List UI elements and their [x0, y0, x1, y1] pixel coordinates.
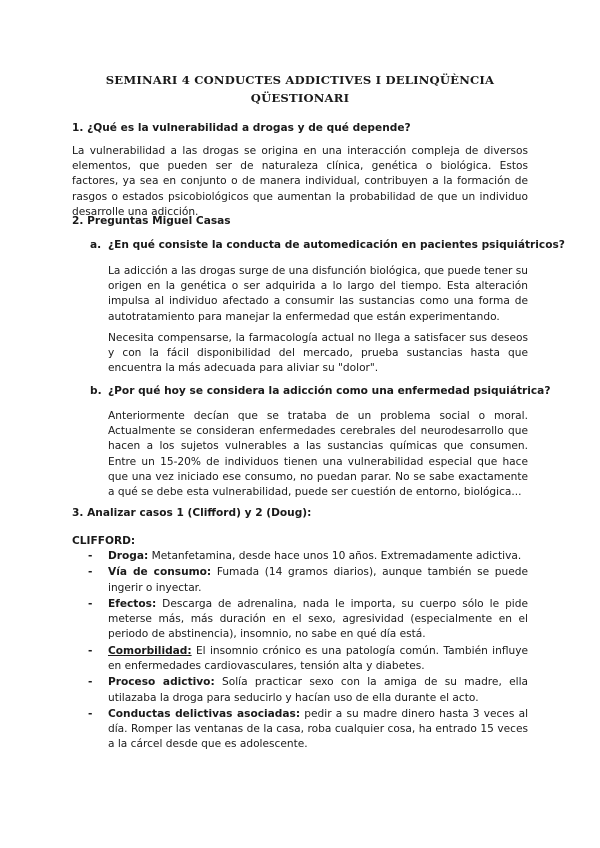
- document-title: [60, 72, 540, 107]
- bullet-dash: -: [88, 550, 93, 562]
- section-1-heading: 1. ¿Qué es la vulnerabilidad a drogas y de qué depende?: [72, 122, 411, 134]
- section-3-heading: 3. Analizar casos 1 (Clifford) y 2 (Doug):: [72, 507, 312, 519]
- title-line-1: SEMINARI 4 CONDUCTES ADDICTIVES I DELINQÜÈNCIA: [105, 73, 495, 87]
- item-label: Comorbilidad:: [108, 644, 192, 657]
- question-a-paragraph-1: La adicción a las drogas surge de una disfunción biológica, que puede tener su origen en la genética o ser adquirida a lo largo del tiempo. Esta alteración impulsa al individuo afectado a consumir las sustancias como una forma de autotratamiento para manejar la enfermedad que están experimentando.: [108, 265, 528, 323]
- question-b-heading: ¿Por qué hoy se considera la adicción como una enfermedad psiquiátrica?: [108, 385, 551, 397]
- bullet-dash: -: [88, 566, 93, 579]
- list-item: [88, 565, 528, 595]
- item-text: Descarga de adrenalina, nada le importa, su cuerpo sólo le pide meterse más, más duración en el sexo, agresividad (especialmente en el periodo de abstinencia), insomnio, no sabe en qué día está.: [108, 597, 528, 641]
- item-text: Fumada (14 gramos diarios), aunque también se puede ingerir o inyectar.: [108, 566, 528, 594]
- question-b-letter: b.: [90, 385, 102, 397]
- case-label-clifford: CLIFFORD:: [72, 535, 136, 547]
- list-item: [88, 644, 528, 674]
- list-item: [88, 597, 528, 643]
- title-line-2: QÜESTIONARI: [250, 90, 350, 105]
- section-1-paragraph: La vulnerabilidad a las drogas se origina en una interacción compleja de diversos elementos, que pueden ser de naturaleza clínica, genética o biológica. Estos factores, ya sea en conjunto o de manera individual, contribuyen a la formación de rasgos o estados psicobiológicos que aumentan la probabilidad de que un individuo desarrolle una adicción.: [72, 145, 528, 218]
- list-item: [88, 549, 528, 564]
- question-a-letter: a.: [90, 239, 102, 251]
- item-label: Proceso adictivo:: [108, 676, 215, 689]
- bullet-dash: -: [88, 676, 93, 689]
- item-label: Vía de consumo:: [108, 566, 212, 579]
- bullet-dash: -: [88, 707, 93, 720]
- clifford-list: [88, 549, 528, 754]
- list-item: [88, 675, 528, 705]
- question-a-heading: ¿En qué consiste la conducta de automedicación en pacientes psiquiátricos?: [108, 239, 565, 251]
- question-a-paragraph-2: Necesita compensarse, la farmacología actual no llega a satisfacer sus deseos y con la fácil disponibilidad del mercado, prueba sustancias hasta que encuentra la más adecuada para aliviar su "dolor".: [108, 332, 528, 375]
- bullet-dash: -: [88, 597, 93, 610]
- item-text: Metanfetamina, desde hace unos 10 años. Extremadamente adictiva.: [148, 550, 522, 562]
- item-text: El insomnio crónico es una patología común. También influye en enfermedades cardiovasculares, tensión alta y diabetes.: [108, 644, 528, 672]
- bullet-dash: -: [88, 644, 93, 657]
- item-text: Solía practicar sexo con la amiga de su madre, ella utilazaba la droga para seducirlo y hacían uso de ella durante el acto.: [108, 676, 529, 704]
- question-b-paragraph: Anteriormente decían que se trataba de un problema social o moral. Actualmente se consideran enfermedades cerebrales del neurodesarrollo que hacen a los sujetos vulnerables a las sustancias químicas que consumen. Entre un 15-20% de individuos tienen una vulnerabilidad especial que hace que una vez iniciado ese consumo, no puedan parar. No se sabe exactamente a qué se debe esta vulnerabilidad, puede ser cuestión de entorno, biológica...: [108, 410, 528, 499]
- list-item: [88, 707, 528, 753]
- item-label: Conductas delictivas asociadas:: [108, 707, 301, 720]
- item-label: Droga:: [108, 550, 149, 562]
- item-text: pedir a su madre dinero hasta 3 veces al día. Romper las ventanas de la casa, roba cualquier cosa, ha entrado 15 veces a la cárcel desde que es adolescente.: [108, 707, 529, 751]
- item-label: Efectos:: [108, 597, 157, 610]
- section-2-heading: 2. Preguntas Miguel Casas: [72, 215, 231, 227]
